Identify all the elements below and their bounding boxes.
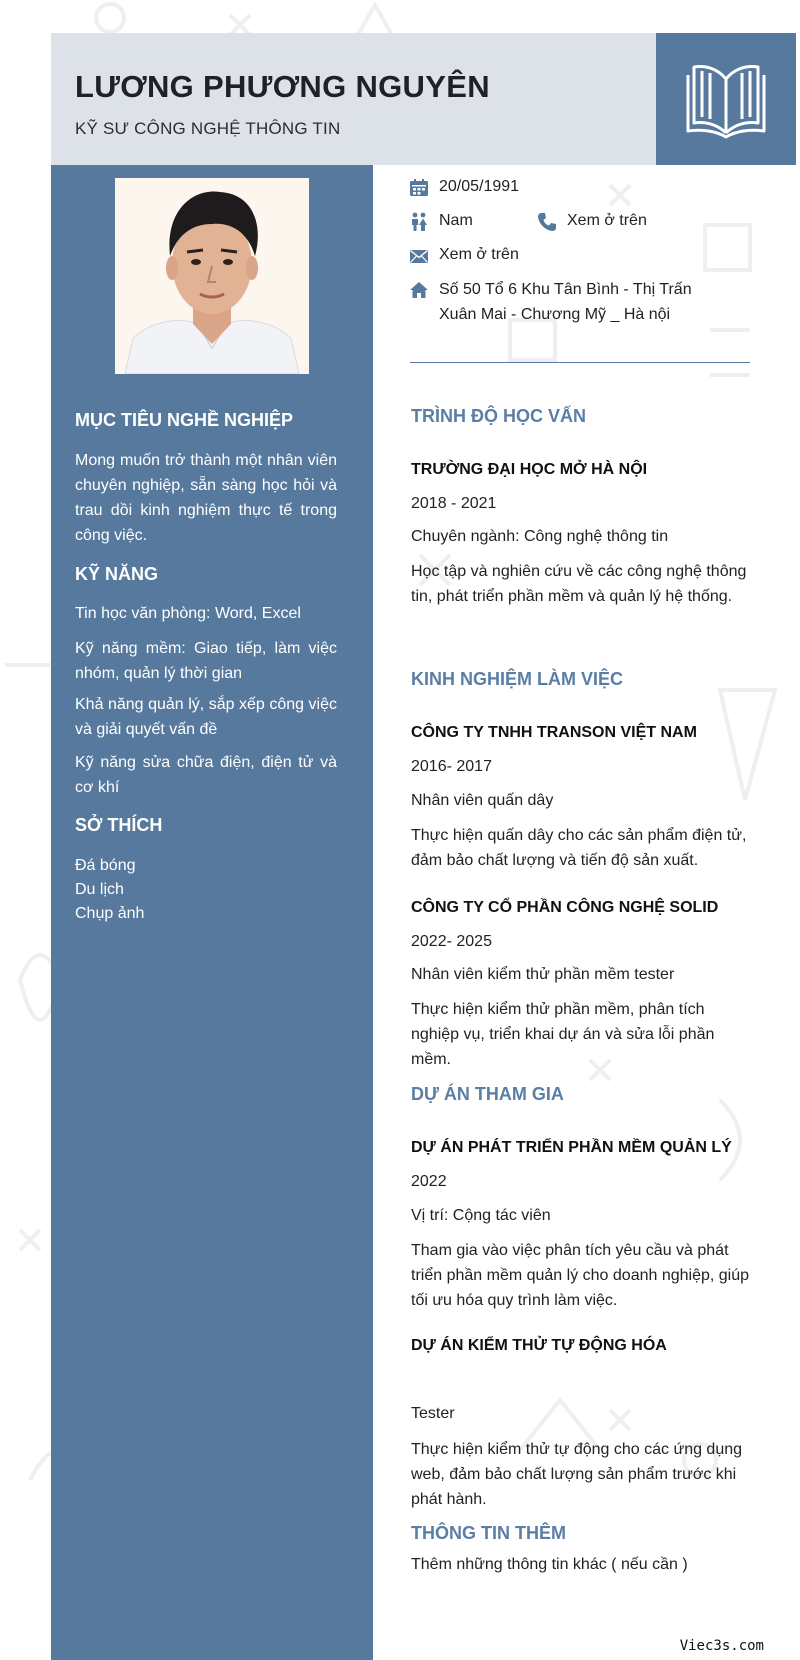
education-major: Chuyên ngành: Công nghệ thông tin bbox=[411, 528, 669, 545]
skill-item: Tin học văn phòng: Word, Excel bbox=[75, 605, 301, 622]
job-role: Nhân viên kiểm thử phần mềm tester bbox=[411, 966, 675, 983]
job-period: 2022- 2025 bbox=[411, 933, 492, 950]
education-period: 2018 - 2021 bbox=[411, 495, 497, 512]
job-role: Nhân viên quấn dây bbox=[411, 792, 554, 809]
project-year: 2022 bbox=[411, 1173, 447, 1190]
profile-photo bbox=[115, 178, 309, 374]
phone-value: Xem ở trên bbox=[567, 212, 647, 229]
job-desc: Thực hiện kiểm thử phần mềm, phân tích nghiệp vụ, triển khai dự án và sửa lỗi phần mềm. bbox=[411, 1001, 715, 1068]
contact-phone bbox=[537, 212, 647, 232]
candidate-name: LƯƠNG PHƯƠNG NGUYÊN bbox=[75, 69, 490, 104]
experience-title: KINH NGHIỆM LÀM VIỆC bbox=[411, 669, 624, 689]
hobby-item: Đá bóng bbox=[75, 857, 136, 874]
project-desc: Tham gia vào việc phân tích yêu cầu và phát triển phần mềm quản lý cho doanh nghiệp, giúp tối ưu hóa quy trình làm việc. bbox=[411, 1242, 750, 1309]
school-name: TRƯỜNG ĐẠI HỌC MỞ HÀ NỘI bbox=[411, 461, 648, 478]
job-desc: Thực hiện quấn dây cho các sản phẩm điện tử, đảm bảo chất lượng và tiến độ sản xuất. bbox=[411, 827, 747, 869]
job-company: CÔNG TY TNHH TRANSON VIỆT NAM bbox=[411, 724, 697, 741]
main-column bbox=[373, 165, 796, 1660]
address-value: Số 50 Tổ 6 Khu Tân Bình - Thị Trấn Xuân Mai - Chương Mỹ _ Hà nội bbox=[439, 281, 692, 323]
resume-header bbox=[51, 33, 796, 165]
open-book-icon bbox=[678, 51, 774, 147]
candidate-title: KỸ SƯ CÔNG NGHỆ THÔNG TIN bbox=[75, 119, 341, 138]
skill-item: Khả năng quản lý, sắp xếp công việc và giải quyết vấn đề bbox=[75, 696, 337, 738]
hobby-item: Chụp ảnh bbox=[75, 905, 145, 922]
objective-text: Mong muốn trở thành một nhân viên chuyên nghiệp, sẵn sàng học hỏi và trau dồi kinh nghiệm thực tế trong công việc. bbox=[75, 452, 337, 544]
site-watermark: Viec3s.com bbox=[679, 1638, 764, 1654]
project-role: Vị trí: Cộng tác viên bbox=[411, 1207, 551, 1224]
job-company: CÔNG TY CỔ PHẦN CÔNG NGHỆ SOLID bbox=[411, 899, 719, 916]
contact-divider bbox=[410, 362, 750, 363]
education-title: TRÌNH ĐỘ HỌC VẤN bbox=[411, 406, 586, 426]
contact-email bbox=[409, 246, 519, 266]
contact-gender bbox=[409, 212, 473, 232]
home-icon bbox=[409, 280, 429, 300]
skills-title: KỸ NĂNG bbox=[75, 564, 159, 584]
projects-title: DỰ ÁN THAM GIA bbox=[411, 1084, 564, 1104]
book-logo bbox=[656, 33, 796, 165]
project-desc: Thực hiện kiểm thử tự động cho các ứng dụng web, đảm bảo chất lượng sản phẩm trước khi phát hành. bbox=[411, 1441, 743, 1508]
objective-title: MỤC TIÊU NGHỀ NGHIỆP bbox=[75, 410, 294, 430]
sidebar bbox=[51, 165, 373, 1660]
job-period: 2016- 2017 bbox=[411, 758, 492, 775]
birthday-value: 20/05/1991 bbox=[439, 178, 520, 195]
extra-title: THÔNG TIN THÊM bbox=[411, 1523, 566, 1543]
project-name: DỰ ÁN PHÁT TRIỂN PHẦN MỀM QUẢN LÝ bbox=[411, 1139, 732, 1156]
gender-value: Nam bbox=[439, 212, 473, 229]
resume-page bbox=[51, 33, 796, 1660]
skill-item: Kỹ năng mềm: Giao tiếp, làm việc nhóm, quản lý thời gian bbox=[75, 640, 337, 682]
extra-text: Thêm những thông tin khác ( nếu cần ) bbox=[411, 1556, 688, 1573]
contact-birthday bbox=[409, 178, 519, 198]
calendar-icon bbox=[409, 178, 429, 198]
skill-item: Kỹ năng sửa chữa điện, điện tử và cơ khí bbox=[75, 754, 337, 796]
hobbies-title: SỞ THÍCH bbox=[75, 815, 163, 835]
contact-address bbox=[409, 280, 729, 327]
project-name: DỰ ÁN KIỂM THỬ TỰ ĐỘNG HÓA bbox=[411, 1337, 667, 1354]
hobby-item: Du lịch bbox=[75, 881, 124, 898]
education-desc: Học tập và nghiên cứu về các công nghệ thông tin, phát triển phần mềm và quản lý hệ thống. bbox=[411, 563, 747, 605]
phone-icon bbox=[537, 212, 557, 232]
project-role: Tester bbox=[411, 1405, 455, 1422]
envelope-icon bbox=[409, 246, 429, 266]
gender-icon bbox=[409, 212, 429, 232]
email-value: Xem ở trên bbox=[439, 246, 519, 263]
avatar-portrait bbox=[115, 178, 309, 374]
